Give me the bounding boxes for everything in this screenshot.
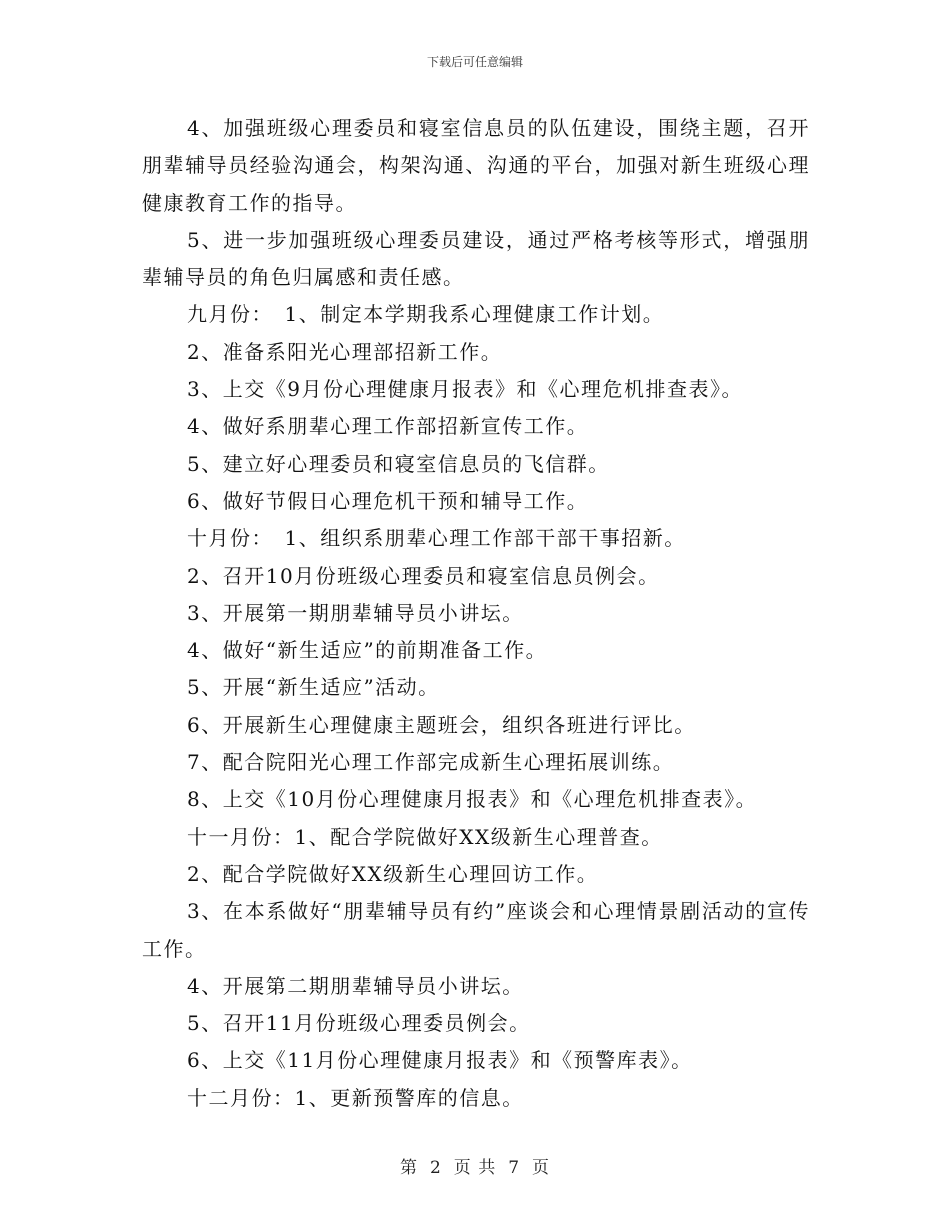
- paragraph: 十二月份：1、更新预警库的信息。: [187, 1085, 524, 1110]
- paragraph: 6、做好节假日心理危机干预和辅导工作。: [187, 488, 589, 513]
- paragraph: 2、准备系阳光心理部招新工作。: [187, 339, 503, 364]
- paragraph: 3、上交《9月份心理健康月报表》和《心理危机排查表》。: [187, 377, 743, 402]
- footer-suffix: 页: [532, 1158, 551, 1178]
- paragraph: 4、开展第二期朋辈辅导员小讲坛。: [187, 973, 524, 998]
- paragraph: 5、建立好心理委员和寝室信息员的飞信群。: [187, 451, 610, 476]
- paragraph: 4、做好系朋辈心理工作部招新宣传工作。: [187, 414, 589, 439]
- paragraph: 4、加强班级心理委员和寝室信息员的队伍建设，围绕主题，召开朋辈辅导员经验沟通会，构架沟通、沟通的平台，加强对新生班级心理健康教育工作的指导。: [142, 116, 810, 215]
- paragraph: 十月份： 1、组织系朋辈心理工作部干部干事招新。: [187, 526, 686, 551]
- paragraph: 3、开展第一期朋辈辅导员小讲坛。: [187, 600, 524, 625]
- footer-middle: 页 共: [453, 1158, 497, 1178]
- paragraph: 十一月份：1、配合学院做好XX级新生心理普查。: [187, 824, 663, 849]
- paragraph: 3、在本系做好“朋辈辅导员有约”座谈会和心理情景剧活动的宣传工作。: [142, 899, 810, 961]
- document-body: [142, 110, 810, 1117]
- paragraph: 5、召开11月份班级心理委员例会。: [187, 1011, 531, 1036]
- paragraph: 6、开展新生心理健康主题班会，组织各班进行评比。: [187, 712, 696, 737]
- paragraph: 4、做好“新生适应”的前期准备工作。: [187, 638, 548, 663]
- paragraph: 6、上交《11月份心理健康月报表》和《预警库表》。: [187, 1048, 693, 1073]
- paragraph: 九月份： 1、制定本学期我系心理健康工作计划。: [187, 302, 665, 327]
- page-number: 2: [429, 1158, 442, 1178]
- paragraph: 2、召开10月份班级心理委员和寝室信息员例会。: [187, 563, 660, 588]
- paragraph: 8、上交《10月份心理健康月报表》和《心理危机排查表》。: [187, 787, 758, 812]
- paragraph: 5、进一步加强班级心理委员建设，通过严格考核等形式，增强朋辈辅导员的角色归属感和责任感。: [142, 227, 810, 290]
- page-total: 7: [508, 1158, 521, 1178]
- paragraph: 2、配合学院做好XX级新生心理回访工作。: [187, 861, 599, 886]
- paragraph: 5、开展“新生适应”活动。: [187, 675, 440, 700]
- paragraph: 7、配合院阳光心理工作部完成新生心理拓展训练。: [187, 750, 675, 775]
- footer-prefix: 第: [399, 1158, 418, 1178]
- page-header: 下载后可任意编辑: [426, 55, 523, 69]
- page-footer: [0, 1153, 950, 1178]
